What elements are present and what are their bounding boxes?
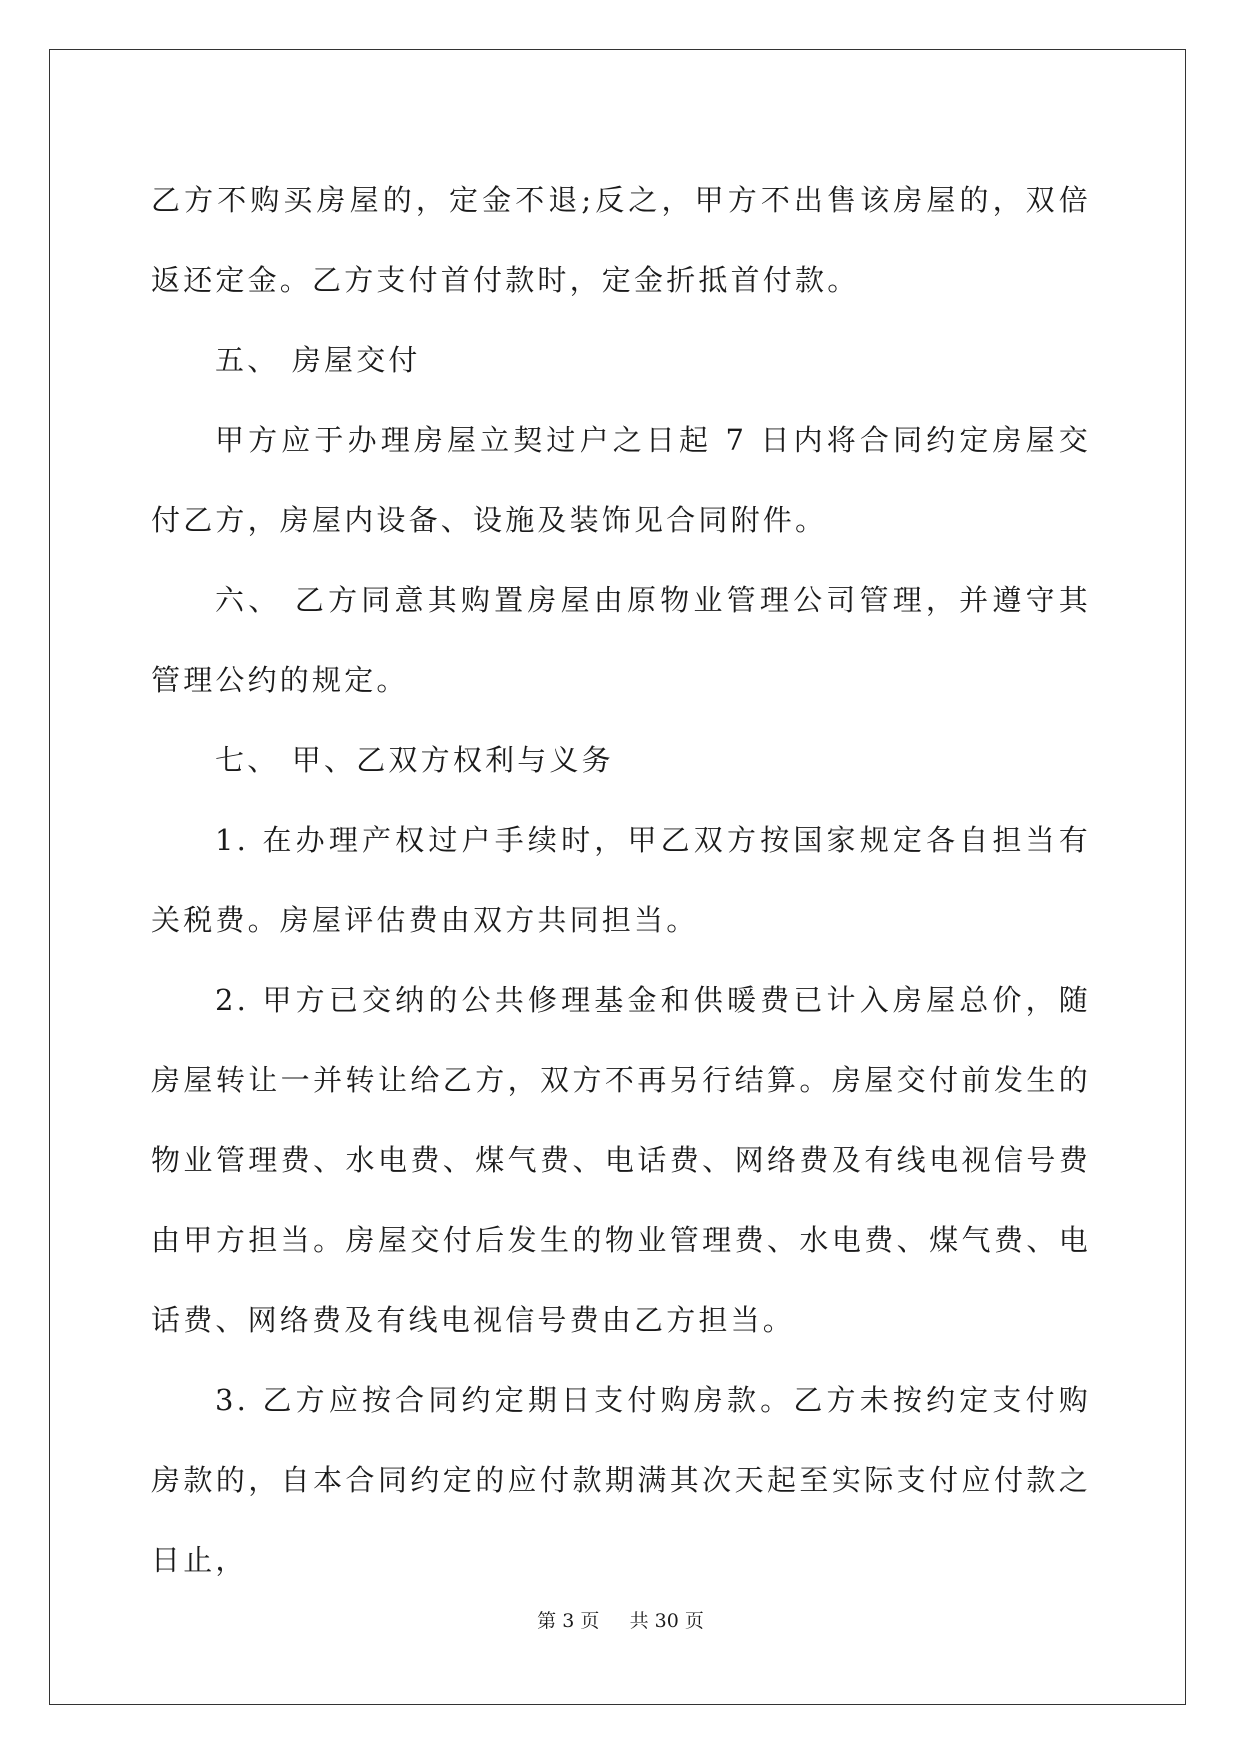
section-heading-rights: 七、 甲、乙双方权利与义务 [215, 743, 614, 777]
paragraph-clause-2: 2. 甲方已交纳的公共修理基金和供暖费已计入房屋总价，随房屋转让一并转让给乙方，双方不再另行结算。房屋交付前发生的物业管理费、水电费、煤气费、电话费、网络费及有线电视信号费由甲方担当。房屋交付后发生的物业管理费、水电费、煤气费、电话费、网络费及有线电视信号费由乙方担当。 [151, 983, 1091, 1337]
page-number: 第 3 页 [537, 1610, 600, 1632]
total-pages: 共 30 页 [629, 1610, 704, 1632]
paragraph-deposit-terms: 乙方不购买房屋的，定金不退;反之，甲方不出售该房屋的，双倍返还定金。乙方支付首付款时，定金折抵首付款。 [151, 183, 1091, 297]
paragraph-delivery: 甲方应于办理房屋立契过户之日起 7 日内将合同约定房屋交付乙方，房屋内设备、设施及装饰见合同附件。 [151, 423, 1091, 537]
section-heading-delivery: 五、 房屋交付 [215, 343, 421, 377]
paragraph-property-management: 六、 乙方同意其购置房屋由原物业管理公司管理，并遵守其管理公约的规定。 [151, 583, 1091, 697]
page-footer [0, 1606, 1241, 1633]
paragraph-clause-1: 1. 在办理产权过户手续时，甲乙双方按国家规定各自担当有关税费。房屋评估费由双方共同担当。 [151, 823, 1091, 937]
document-body [151, 160, 1091, 1600]
paragraph-clause-3: 3. 乙方应按合同约定期日支付购房款。乙方未按约定支付购房款的，自本合同约定的应付款期满其次天起至实际支付应付款之日止， [151, 1383, 1091, 1577]
